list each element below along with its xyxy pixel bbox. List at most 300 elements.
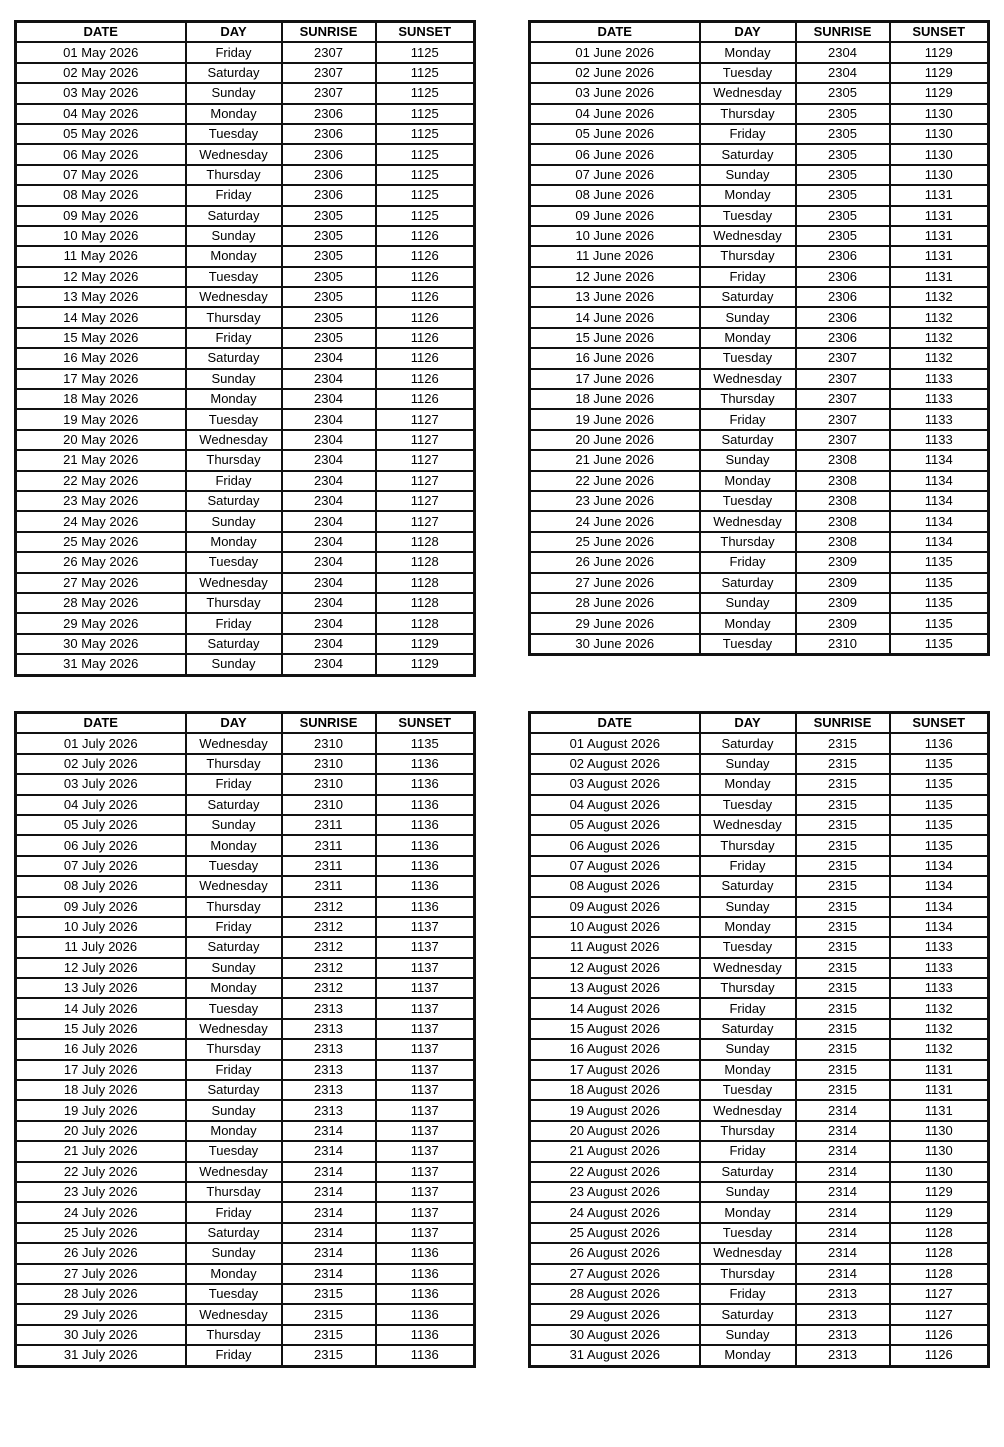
table-row: [16, 1100, 475, 1120]
cell-sunset: 1130: [890, 124, 989, 144]
cell-sunset: 1137: [376, 1100, 475, 1120]
cell-day: Sunday: [186, 83, 282, 103]
cell-sunrise: 2306: [796, 307, 890, 327]
cell-day: Monday: [186, 389, 282, 409]
cell-sunrise: 2314: [282, 1202, 376, 1222]
cell-date: 10 August 2026: [530, 917, 700, 937]
cell-sunrise: 2305: [282, 267, 376, 287]
cell-day: Saturday: [186, 937, 282, 957]
table-row: [530, 185, 989, 205]
cell-day: Friday: [186, 1202, 282, 1222]
table-row: [16, 1141, 475, 1161]
cell-sunrise: 2304: [282, 409, 376, 429]
table-row: [16, 471, 475, 491]
cell-date: 29 July 2026: [16, 1304, 186, 1324]
cell-date: 25 June 2026: [530, 532, 700, 552]
cell-sunrise: 2307: [796, 369, 890, 389]
sunrise-sunset-table-july-2026: [14, 711, 476, 1368]
table-row: [16, 733, 475, 753]
table-row: [530, 876, 989, 896]
cell-date: 16 May 2026: [16, 348, 186, 368]
cell-date: 30 August 2026: [530, 1325, 700, 1345]
cell-date: 08 June 2026: [530, 185, 700, 205]
cell-day: Tuesday: [700, 1223, 796, 1243]
table-row: [530, 1325, 989, 1345]
cell-day: Monday: [700, 917, 796, 937]
cell-sunrise: 2306: [282, 185, 376, 205]
cell-day: Sunday: [700, 307, 796, 327]
table-row: [530, 573, 989, 593]
cell-sunset: 1134: [890, 876, 989, 896]
cell-day: Wednesday: [700, 1243, 796, 1263]
cell-date: 13 June 2026: [530, 287, 700, 307]
table-row: [16, 307, 475, 327]
table-row: [16, 1162, 475, 1182]
table-row: [530, 63, 989, 83]
table-row: [16, 246, 475, 266]
cell-date: 28 May 2026: [16, 593, 186, 613]
table-row: [530, 226, 989, 246]
table-row: [16, 83, 475, 103]
table-row: [530, 1284, 989, 1304]
cell-sunrise: 2315: [796, 998, 890, 1018]
cell-sunset: 1137: [376, 1182, 475, 1202]
cell-sunrise: 2304: [796, 63, 890, 83]
cell-day: Thursday: [186, 165, 282, 185]
header-row: [16, 713, 475, 734]
cell-sunset: 1137: [376, 1202, 475, 1222]
cell-sunset: 1135: [890, 634, 989, 655]
cell-sunset: 1126: [376, 348, 475, 368]
cell-date: 23 June 2026: [530, 491, 700, 511]
cell-sunset: 1126: [376, 267, 475, 287]
table-row: [530, 491, 989, 511]
cell-sunrise: 2304: [282, 634, 376, 654]
cell-sunrise: 2314: [796, 1223, 890, 1243]
table-row: [530, 165, 989, 185]
cell-day: Tuesday: [186, 552, 282, 572]
table-row: [16, 1325, 475, 1345]
cell-sunrise: 2313: [282, 1019, 376, 1039]
cell-day: Thursday: [700, 104, 796, 124]
table-row: [530, 897, 989, 917]
table-row: [530, 532, 989, 552]
table-row: [16, 267, 475, 287]
cell-sunset: 1137: [376, 998, 475, 1018]
cell-date: 02 June 2026: [530, 63, 700, 83]
table-row: [530, 1223, 989, 1243]
cell-sunrise: 2315: [796, 754, 890, 774]
table-row: [530, 856, 989, 876]
cell-date: 13 August 2026: [530, 978, 700, 998]
cell-sunset: 1136: [376, 1243, 475, 1263]
cell-day: Saturday: [186, 795, 282, 815]
table-row: [16, 998, 475, 1018]
column-header-sunrise: SUNRISE: [282, 713, 376, 734]
cell-sunset: 1125: [376, 206, 475, 226]
table-row: [16, 409, 475, 429]
cell-date: 09 August 2026: [530, 897, 700, 917]
cell-sunset: 1125: [376, 42, 475, 62]
cell-sunrise: 2306: [796, 246, 890, 266]
table-row: [16, 144, 475, 164]
cell-day: Tuesday: [700, 937, 796, 957]
cell-date: 04 August 2026: [530, 795, 700, 815]
cell-sunrise: 2313: [282, 998, 376, 1018]
table-row: [530, 754, 989, 774]
cell-sunset: 1134: [890, 856, 989, 876]
cell-day: Wednesday: [186, 573, 282, 593]
cell-sunset: 1126: [376, 369, 475, 389]
cell-date: 16 July 2026: [16, 1039, 186, 1059]
table-row: [16, 1080, 475, 1100]
cell-day: Saturday: [700, 1019, 796, 1039]
cell-sunrise: 2315: [796, 917, 890, 937]
table-row: [16, 532, 475, 552]
cell-day: Wednesday: [186, 1019, 282, 1039]
cell-sunrise: 2310: [282, 754, 376, 774]
cell-date: 12 July 2026: [16, 958, 186, 978]
cell-sunset: 1137: [376, 1162, 475, 1182]
cell-day: Saturday: [186, 63, 282, 83]
table-row: [530, 835, 989, 855]
cell-sunrise: 2308: [796, 450, 890, 470]
cell-sunrise: 2314: [796, 1100, 890, 1120]
cell-sunset: 1132: [890, 348, 989, 368]
table-row: [16, 104, 475, 124]
table-row: [530, 815, 989, 835]
cell-date: 23 May 2026: [16, 491, 186, 511]
cell-sunrise: 2312: [282, 917, 376, 937]
cell-sunrise: 2313: [282, 1080, 376, 1100]
cell-date: 26 July 2026: [16, 1243, 186, 1263]
table-row: [16, 165, 475, 185]
cell-date: 09 July 2026: [16, 897, 186, 917]
cell-day: Friday: [186, 774, 282, 794]
cell-sunset: 1136: [376, 1284, 475, 1304]
cell-sunset: 1135: [890, 754, 989, 774]
table-row: [16, 937, 475, 957]
cell-sunrise: 2315: [796, 1039, 890, 1059]
cell-sunrise: 2304: [282, 348, 376, 368]
cell-sunset: 1127: [376, 450, 475, 470]
sunrise-sunset-table-june-2026: [528, 20, 990, 656]
table-row: [530, 613, 989, 633]
table-row: [16, 774, 475, 794]
cell-day: Sunday: [186, 226, 282, 246]
cell-sunrise: 2315: [796, 815, 890, 835]
cell-day: Sunday: [700, 754, 796, 774]
cell-date: 26 May 2026: [16, 552, 186, 572]
cell-date: 31 July 2026: [16, 1345, 186, 1366]
cell-sunset: 1134: [890, 917, 989, 937]
table-row: [16, 1223, 475, 1243]
cell-day: Monday: [186, 1121, 282, 1141]
cell-sunset: 1136: [376, 774, 475, 794]
cell-date: 08 July 2026: [16, 876, 186, 896]
cell-sunset: 1134: [890, 511, 989, 531]
cell-sunrise: 2307: [796, 348, 890, 368]
cell-date: 02 July 2026: [16, 754, 186, 774]
cell-day: Saturday: [186, 634, 282, 654]
cell-day: Monday: [186, 835, 282, 855]
cell-date: 13 July 2026: [16, 978, 186, 998]
cell-day: Friday: [186, 1345, 282, 1366]
table-row: [530, 1182, 989, 1202]
cell-day: Thursday: [186, 754, 282, 774]
cell-sunrise: 2305: [796, 104, 890, 124]
table-row: [16, 573, 475, 593]
table-row: [530, 733, 989, 753]
cell-sunrise: 2315: [796, 856, 890, 876]
cell-sunrise: 2305: [282, 206, 376, 226]
table-row: [16, 1121, 475, 1141]
cell-sunset: 1127: [890, 1304, 989, 1324]
table-row: [530, 1202, 989, 1222]
cell-date: 27 June 2026: [530, 573, 700, 593]
table-row: [530, 1243, 989, 1263]
table-row: [16, 1304, 475, 1324]
cell-sunset: 1126: [376, 389, 475, 409]
cell-sunset: 1125: [376, 185, 475, 205]
cell-sunset: 1128: [890, 1243, 989, 1263]
cell-sunset: 1136: [376, 815, 475, 835]
cell-day: Friday: [186, 185, 282, 205]
cell-date: 04 May 2026: [16, 104, 186, 124]
table-row: [530, 83, 989, 103]
cell-sunset: 1136: [376, 1325, 475, 1345]
cell-sunrise: 2308: [796, 491, 890, 511]
cell-sunrise: 2310: [282, 733, 376, 753]
cell-day: Friday: [186, 471, 282, 491]
cell-sunset: 1126: [376, 287, 475, 307]
cell-sunrise: 2307: [282, 42, 376, 62]
cell-day: Saturday: [700, 876, 796, 896]
cell-date: 03 June 2026: [530, 83, 700, 103]
cell-date: 31 August 2026: [530, 1345, 700, 1366]
table-row: [530, 450, 989, 470]
cell-day: Thursday: [700, 978, 796, 998]
column-header-day: DAY: [186, 713, 282, 734]
cell-date: 01 August 2026: [530, 733, 700, 753]
cell-sunset: 1129: [376, 634, 475, 654]
cell-sunrise: 2311: [282, 876, 376, 896]
cell-sunrise: 2315: [796, 876, 890, 896]
cell-sunrise: 2304: [282, 573, 376, 593]
table-row: [530, 1080, 989, 1100]
cell-sunset: 1135: [890, 552, 989, 572]
table-row: [530, 1060, 989, 1080]
cell-sunset: 1132: [890, 307, 989, 327]
cell-day: Monday: [700, 613, 796, 633]
cell-date: 04 June 2026: [530, 104, 700, 124]
cell-day: Sunday: [700, 1182, 796, 1202]
cell-sunrise: 2304: [282, 430, 376, 450]
cell-date: 21 August 2026: [530, 1141, 700, 1161]
cell-sunrise: 2309: [796, 552, 890, 572]
cell-date: 05 June 2026: [530, 124, 700, 144]
cell-sunrise: 2305: [796, 124, 890, 144]
cell-sunrise: 2304: [282, 593, 376, 613]
cell-date: 12 June 2026: [530, 267, 700, 287]
cell-date: 28 June 2026: [530, 593, 700, 613]
cell-day: Sunday: [186, 1243, 282, 1263]
cell-sunset: 1129: [376, 654, 475, 675]
cell-day: Tuesday: [700, 634, 796, 655]
cell-day: Friday: [700, 1141, 796, 1161]
column-header-date: DATE: [16, 713, 186, 734]
cell-day: Thursday: [700, 532, 796, 552]
cell-sunrise: 2305: [282, 328, 376, 348]
cell-date: 06 June 2026: [530, 144, 700, 164]
cell-date: 05 May 2026: [16, 124, 186, 144]
cell-sunset: 1127: [376, 409, 475, 429]
cell-sunset: 1134: [890, 471, 989, 491]
cell-sunrise: 2306: [282, 104, 376, 124]
cell-sunset: 1135: [376, 733, 475, 753]
cell-sunset: 1133: [890, 430, 989, 450]
table-row: [16, 1182, 475, 1202]
cell-day: Tuesday: [700, 206, 796, 226]
cell-sunrise: 2312: [282, 897, 376, 917]
cell-date: 02 August 2026: [530, 754, 700, 774]
cell-date: 05 July 2026: [16, 815, 186, 835]
column-header-sunset: SUNSET: [890, 22, 989, 43]
cell-day: Sunday: [186, 654, 282, 675]
table-row: [16, 287, 475, 307]
cell-sunrise: 2304: [282, 491, 376, 511]
cell-sunrise: 2307: [796, 389, 890, 409]
cell-day: Saturday: [700, 144, 796, 164]
table-row: [16, 552, 475, 572]
cell-sunrise: 2307: [282, 63, 376, 83]
cell-date: 30 June 2026: [530, 634, 700, 655]
cell-sunrise: 2313: [796, 1304, 890, 1324]
cell-day: Friday: [700, 1284, 796, 1304]
cell-sunset: 1131: [890, 1100, 989, 1120]
cell-date: 15 May 2026: [16, 328, 186, 348]
column-header-sunset: SUNSET: [376, 22, 475, 43]
cell-sunrise: 2310: [796, 634, 890, 655]
cell-date: 07 May 2026: [16, 165, 186, 185]
cell-sunset: 1137: [376, 1060, 475, 1080]
cell-sunrise: 2314: [282, 1121, 376, 1141]
table-row: [16, 958, 475, 978]
cell-sunset: 1132: [890, 1019, 989, 1039]
cell-date: 07 July 2026: [16, 856, 186, 876]
cell-sunrise: 2315: [282, 1345, 376, 1366]
cell-day: Sunday: [186, 958, 282, 978]
cell-sunset: 1127: [890, 1284, 989, 1304]
cell-date: 18 August 2026: [530, 1080, 700, 1100]
cell-sunrise: 2313: [796, 1284, 890, 1304]
cell-sunset: 1129: [890, 83, 989, 103]
table-row: [16, 1060, 475, 1080]
table-row: [16, 1243, 475, 1263]
cell-date: 13 May 2026: [16, 287, 186, 307]
cell-day: Tuesday: [700, 63, 796, 83]
cell-sunrise: 2304: [282, 471, 376, 491]
cell-day: Sunday: [700, 897, 796, 917]
table-row: [530, 267, 989, 287]
cell-sunrise: 2315: [796, 1080, 890, 1100]
cell-date: 17 August 2026: [530, 1060, 700, 1080]
table-row: [16, 328, 475, 348]
table-row: [16, 856, 475, 876]
table-row: [530, 144, 989, 164]
header-row: [530, 713, 989, 734]
cell-sunset: 1136: [376, 856, 475, 876]
cell-day: Friday: [700, 998, 796, 1018]
cell-date: 27 July 2026: [16, 1264, 186, 1284]
cell-date: 15 June 2026: [530, 328, 700, 348]
cell-date: 27 August 2026: [530, 1264, 700, 1284]
cell-day: Wednesday: [700, 226, 796, 246]
cell-day: Monday: [700, 1345, 796, 1366]
cell-date: 23 July 2026: [16, 1182, 186, 1202]
cell-sunrise: 2313: [282, 1060, 376, 1080]
cell-sunrise: 2306: [796, 328, 890, 348]
cell-date: 23 August 2026: [530, 1182, 700, 1202]
cell-date: 22 July 2026: [16, 1162, 186, 1182]
cell-day: Thursday: [186, 1039, 282, 1059]
table-row: [16, 593, 475, 613]
cell-date: 28 August 2026: [530, 1284, 700, 1304]
cell-sunrise: 2307: [282, 83, 376, 103]
table-row: [530, 369, 989, 389]
cell-day: Friday: [700, 267, 796, 287]
cell-date: 14 July 2026: [16, 998, 186, 1018]
cell-day: Wednesday: [700, 958, 796, 978]
cell-sunrise: 2315: [796, 1060, 890, 1080]
cell-day: Thursday: [186, 897, 282, 917]
table-row: [16, 206, 475, 226]
cell-date: 26 August 2026: [530, 1243, 700, 1263]
cell-sunset: 1135: [890, 795, 989, 815]
cell-sunset: 1132: [890, 998, 989, 1018]
cell-sunrise: 2304: [282, 613, 376, 633]
cell-date: 18 June 2026: [530, 389, 700, 409]
column-header-day: DAY: [186, 22, 282, 43]
cell-date: 24 August 2026: [530, 1202, 700, 1222]
table-row: [16, 897, 475, 917]
table-row: [530, 1141, 989, 1161]
cell-sunset: 1136: [376, 835, 475, 855]
cell-day: Thursday: [700, 246, 796, 266]
cell-sunset: 1129: [890, 1202, 989, 1222]
cell-date: 15 July 2026: [16, 1019, 186, 1039]
table-row: [16, 348, 475, 368]
cell-date: 19 June 2026: [530, 409, 700, 429]
cell-sunset: 1137: [376, 1080, 475, 1100]
cell-sunset: 1133: [890, 409, 989, 429]
table-row: [16, 1345, 475, 1366]
cell-sunset: 1133: [890, 978, 989, 998]
cell-sunset: 1127: [376, 430, 475, 450]
cell-sunset: 1126: [890, 1345, 989, 1366]
table-row: [16, 613, 475, 633]
cell-date: 01 July 2026: [16, 733, 186, 753]
cell-date: 14 June 2026: [530, 307, 700, 327]
cell-sunrise: 2305: [282, 307, 376, 327]
cell-sunrise: 2305: [796, 165, 890, 185]
cell-day: Sunday: [700, 593, 796, 613]
cell-day: Tuesday: [186, 856, 282, 876]
cell-sunrise: 2308: [796, 471, 890, 491]
cell-sunrise: 2311: [282, 835, 376, 855]
table-row: [530, 978, 989, 998]
cell-sunset: 1136: [376, 1264, 475, 1284]
